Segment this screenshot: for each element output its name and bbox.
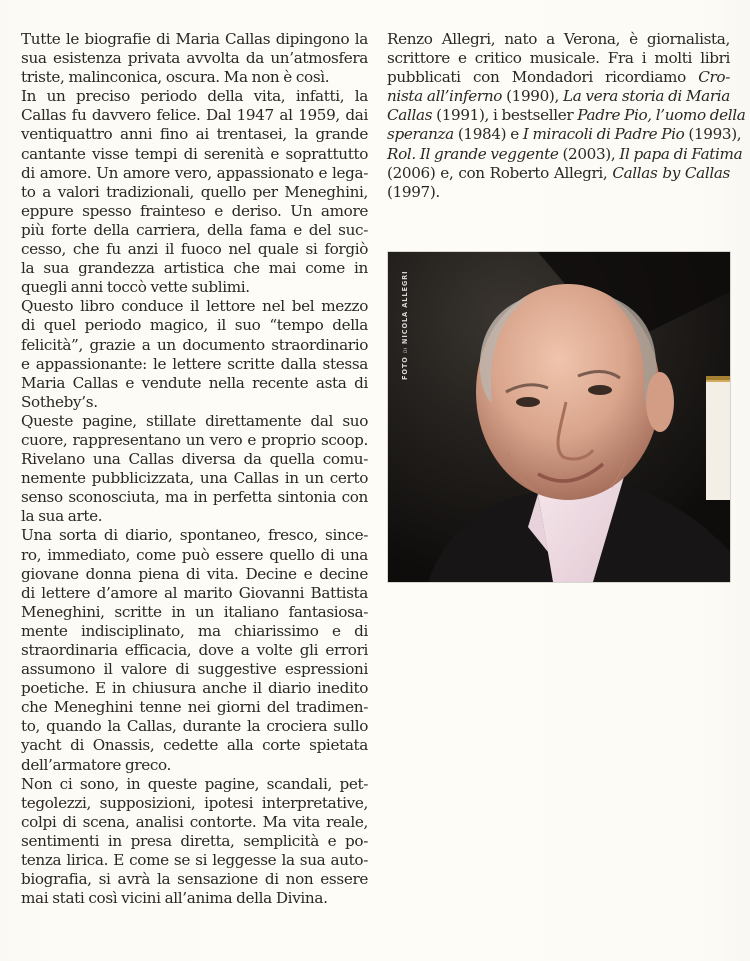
author-photo bbox=[388, 252, 730, 582]
book-title-italic: Padre Pio, l’uomo della bbox=[577, 106, 746, 125]
description-text-line: Una sorta di diario, spontaneo, fresco, since- bbox=[21, 526, 368, 545]
book-title-italic: Callas by Callas bbox=[612, 163, 730, 182]
description-text-line: sentimenti in presa diretta, semplicità e po- bbox=[21, 831, 368, 850]
description-text-line: e appassionante: le lettere scritte dalla stessa bbox=[21, 354, 368, 373]
description-text-line: Rivelano una Callas diversa da quella comu- bbox=[21, 450, 368, 469]
author-bio-line bbox=[387, 144, 743, 164]
description-text-line: sua esistenza privata avvolta da un’atmosfera bbox=[21, 49, 368, 68]
book-title-italic: speranza bbox=[387, 125, 454, 144]
ear bbox=[646, 372, 674, 432]
author-bio-line bbox=[387, 106, 746, 125]
author-bio-column bbox=[387, 30, 746, 202]
description-text-line: colpi di scena, analisi contorte. Ma vita reale, bbox=[21, 812, 368, 831]
description-text-line: triste, malinconica, oscura. Ma non è così. bbox=[21, 68, 330, 87]
bio-text: scrittore e critico musicale. Fra i molti libri bbox=[387, 49, 730, 68]
bio-text: (1990), bbox=[502, 87, 563, 106]
description-text-line: straordinaria efficacia, dove a volte gli errori bbox=[21, 641, 368, 659]
description-text-line: assumono il valore di suggestive espressioni bbox=[21, 660, 368, 679]
book-description-column bbox=[21, 30, 368, 908]
author-bio-line bbox=[387, 125, 742, 144]
description-text-line: Callas fu davvero felice. Dal 1947 al 1959, dai bbox=[21, 106, 368, 125]
bio-text: Renzo Allegri, nato a Verona, è giornalista, bbox=[387, 30, 730, 48]
description-text-line: Sotheby’s. bbox=[21, 392, 98, 411]
book-title-italic: Cro- bbox=[698, 68, 730, 87]
description-text-line: più forte della carriera, della fama e del suc- bbox=[21, 220, 368, 239]
description-text-line: to a valori tradizionali, quello per Meneghini, bbox=[21, 182, 368, 201]
description-text-line: to, quando la Callas, durante la crociera sullo bbox=[21, 717, 368, 736]
description-text-line: cuore, rappresentano un vero e proprio scoop. bbox=[21, 430, 368, 449]
author-bio-line bbox=[387, 49, 730, 68]
description-text-line: cesso, che fu anzi il fuoco nel quale si forgiò bbox=[21, 240, 368, 259]
right-eye bbox=[588, 385, 612, 395]
description-text-line: la sua grandezza artistica che mai come in bbox=[21, 259, 368, 278]
description-text-line: che Meneghini tenne nei giorni del tradimen- bbox=[21, 698, 368, 717]
bio-text: (1997). bbox=[387, 182, 440, 201]
description-text-line: di amore. Un amore vero, appassionato e lega- bbox=[21, 163, 368, 182]
description-text-line: mai stati così vicini all’anima della Divina. bbox=[21, 889, 328, 908]
description-text-line: la sua arte. bbox=[21, 507, 103, 526]
bio-text: (2006) e, con Roberto Allegri, bbox=[387, 163, 613, 182]
bio-text: pubblicati con Mondadori ricordiamo bbox=[387, 68, 699, 87]
description-text-line: ro, immediato, come può essere quello di una bbox=[21, 545, 368, 564]
description-text-line: cantante visse tempi di serenità e soprattutto bbox=[21, 144, 368, 163]
author-portrait-image bbox=[388, 252, 730, 582]
description-text-line: tegolezzi, supposizioni, ipotesi interpretative, bbox=[21, 793, 368, 812]
description-text-line: yacht di Onassis, cedette alla corte spietata bbox=[21, 736, 368, 755]
author-bio-line bbox=[387, 87, 730, 106]
description-text-line: ventiquattro anni fino ai trentasei, la grande bbox=[21, 125, 368, 144]
description-text-line: di lettere d’amore al marito Giovanni Battista bbox=[21, 583, 368, 602]
description-text-line: eppure spesso frainteso e deriso. Un amore bbox=[21, 201, 368, 220]
description-text-line: dell’armatore greco. bbox=[21, 755, 172, 774]
description-text-line: Non ci sono, in queste pagine, scandali, pet- bbox=[21, 774, 368, 793]
description-text-line: Meneghini, scritte in un italiano fantasiosa- bbox=[21, 602, 368, 621]
description-text-line: felicità”, grazie a un documento straordinario bbox=[21, 335, 368, 354]
description-text-line: Queste pagine, stillate direttamente dal suo bbox=[21, 411, 368, 430]
author-bio-line bbox=[387, 164, 730, 183]
left-eye bbox=[516, 397, 540, 407]
author-bio-line bbox=[387, 30, 730, 49]
description-text-line: mente indisciplinato, ma chiarissimo e di bbox=[21, 621, 368, 640]
photo-credit-by: DI bbox=[404, 347, 409, 353]
description-text-line: Questo libro conduce il lettore nel bel mezzo bbox=[21, 297, 368, 316]
description-text-line: tenza lirica. E come se si leggesse la sua auto- bbox=[21, 851, 368, 870]
description-text-line: Maria Callas e vendute nella recente asta di bbox=[21, 373, 368, 392]
photo-credit bbox=[401, 270, 409, 380]
description-text-line: di quel periodo magico, il suo “tempo della bbox=[21, 316, 368, 335]
bio-text: (2003), bbox=[558, 144, 620, 163]
book-title-italic: Callas bbox=[387, 106, 433, 125]
book-title-italic: Il papa di Fatima bbox=[619, 144, 743, 163]
author-bio-line bbox=[387, 68, 730, 87]
description-text-line: giovane donna piena di vita. Decine e decine bbox=[21, 564, 368, 583]
photo-window-light bbox=[706, 380, 730, 500]
author-bio-line bbox=[387, 183, 730, 202]
bio-text: (1984) e bbox=[453, 125, 523, 144]
description-text-line: senso sconosciuta, ma in perfetta sintonia con bbox=[21, 488, 368, 507]
description-text-line: Tutte le biografie di Maria Callas dipingono la bbox=[21, 30, 368, 48]
book-title-italic: nista all’inferno bbox=[387, 87, 503, 106]
photo-credit-prefix: FOTO bbox=[401, 356, 409, 380]
bio-text: (1993), bbox=[684, 125, 742, 144]
book-title-italic: I miracoli di Padre Pio bbox=[522, 125, 685, 144]
description-text-line: quegli anni toccò vette sublimi. bbox=[21, 278, 250, 297]
description-text-line: poetiche. E in chiusura anche il diario inedito bbox=[21, 679, 368, 698]
book-title-italic: Rol. Il grande veggente bbox=[387, 144, 559, 163]
bio-text: (1991), i bestseller bbox=[432, 106, 578, 125]
description-text-line: biografia, si avrà la sensazione di non essere bbox=[21, 870, 368, 889]
photo-credit-name: NICOLA ALLEGRI bbox=[401, 270, 409, 345]
book-title-italic: La vera storia di Maria bbox=[562, 87, 730, 106]
description-text-line: nemente pubblicizzata, una Callas in un certo bbox=[21, 469, 368, 488]
description-text-line: In un preciso periodo della vita, infatti, la bbox=[21, 87, 368, 106]
